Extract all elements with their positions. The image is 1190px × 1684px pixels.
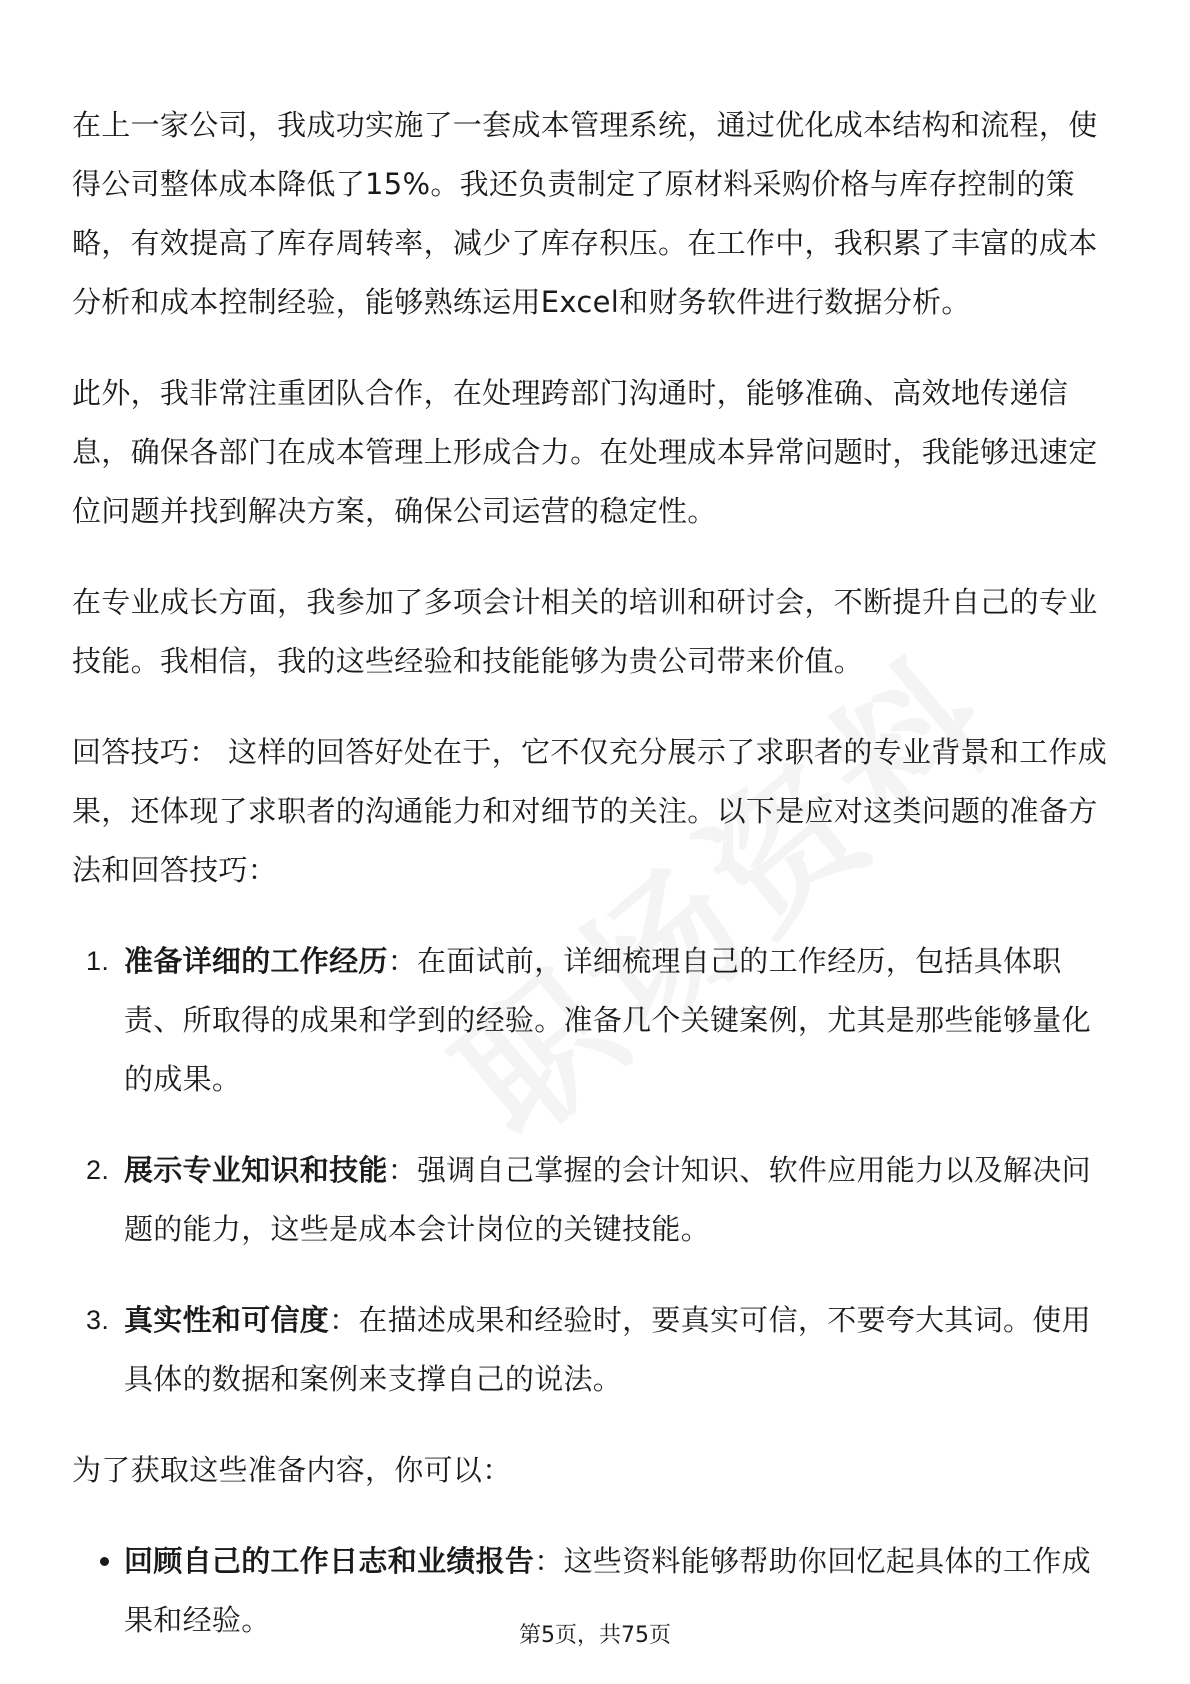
- preparation-steps-list: [72, 932, 1120, 1409]
- list-number: 2.: [86, 1155, 110, 1185]
- list-item-title: 真实性和可信度: [124, 1303, 330, 1337]
- list-number: 3.: [86, 1305, 110, 1335]
- page-number-footer: 第5页，共75页: [519, 1623, 671, 1648]
- list-number: 1.: [86, 946, 110, 976]
- list-item-text: ：在面试前，详细梳理自己的工作经历，包括具体职责、所取得的成果和学到的经验。准备几个关键案例，尤其是那些能够量化的成果。: [124, 944, 1091, 1096]
- list-item-title: 回顾自己的工作日志和业绩报告: [124, 1544, 535, 1578]
- bullet-icon: [100, 1557, 109, 1566]
- paragraph-2: 此外，我非常注重团队合作，在处理跨部门沟通时，能够准确、高效地传递信息，确保各部门在成本管理上形成合力。在处理成本异常问题时，我能够迅速定位问题并找到解决方案，确保公司运营的稳定性。: [72, 376, 1098, 528]
- paragraph-3: 在专业成长方面，我参加了多项会计相关的培训和研讨会，不断提升自己的专业技能。我相信，我的这些经验和技能能够为贵公司带来价值。: [72, 585, 1098, 678]
- list-item: [72, 1291, 1120, 1409]
- list-item-text: ：在描述成果和经验时，要真实可信，不要夸大其词。使用具体的数据和案例来支撑自己的说法。: [124, 1303, 1091, 1396]
- list-item-title: 展示专业知识和技能: [124, 1153, 388, 1187]
- paragraph-5: 为了获取这些准备内容，你可以：: [72, 1453, 512, 1487]
- list-item: [72, 1141, 1120, 1259]
- document-page: [72, 96, 1120, 1650]
- list-item: [72, 932, 1120, 1109]
- answer-tips-paragraph: 回答技巧： 这样的回答好处在于，它不仅充分展示了求职者的专业背景和工作成果，还体现了求职者的沟通能力和对细节的关注。以下是应对这类问题的准备方法和回答技巧：: [72, 735, 1108, 887]
- list-item-text: ：强调自己掌握的会计知识、软件应用能力以及解决问题的能力，这些是成本会计岗位的关键技能。: [124, 1153, 1091, 1246]
- list-item-title: 准备详细的工作经历: [124, 944, 388, 978]
- list-item-text: ：这些资料能够帮助你回忆起具体的工作成果和经验。: [124, 1544, 1091, 1637]
- paragraph-1: 在上一家公司，我成功实施了一套成本管理系统，通过优化成本结构和流程，使得公司整体成本降低了15%。我还负责制定了原材料采购价格与库存控制的策略，有效提高了库存周转率，减少了库存积压。在工作中，我积累了丰富的成本分析和成本控制经验，能够熟练运用Excel和财务软件进行数据分析。: [72, 108, 1098, 319]
